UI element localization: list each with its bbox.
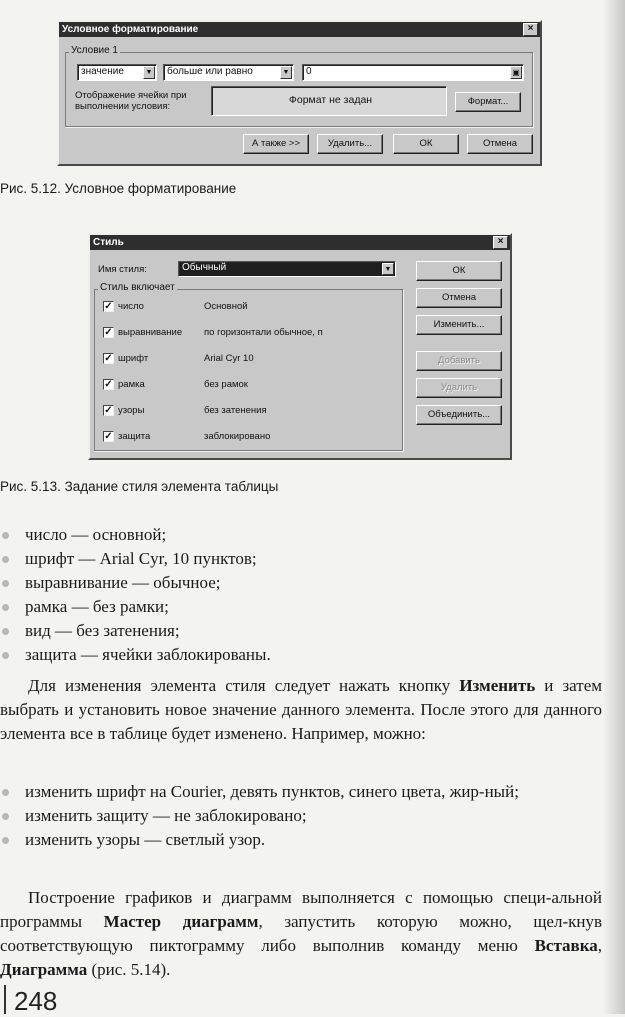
conditional-formatting-dialog <box>57 20 542 166</box>
checkbox-number[interactable]: ✓ <box>104 301 113 312</box>
dialog-title: Стиль <box>93 237 124 248</box>
option-value: без рамок <box>204 379 248 390</box>
chevron-down-icon[interactable]: ▼ <box>280 66 292 79</box>
list-item: изменить узоры — светлый узор. <box>0 828 602 852</box>
style-name-label: Имя стиля: <box>98 264 147 275</box>
bullet-icon <box>2 789 9 796</box>
cancel-button[interactable]: Отмена <box>467 134 533 154</box>
option-label: узоры <box>118 405 145 416</box>
option-label: шрифт <box>118 353 149 364</box>
option-value: по горизонтали обычное, п <box>204 327 323 338</box>
option-label: число <box>118 301 144 312</box>
format-preview: Формат не задан <box>211 86 447 116</box>
collapse-dialog-icon[interactable]: ▣ <box>510 66 522 79</box>
chevron-down-icon[interactable]: ▼ <box>143 66 155 79</box>
figure-caption-5-12: Рис. 5.12. Условное форматирование <box>0 181 237 196</box>
dialog-titlebar <box>59 22 540 37</box>
checkbox-alignment[interactable]: ✓ <box>104 327 113 338</box>
paragraph-chart-wizard: Построение графиков и диаграмм выполняется с помощью специ-альной программы Мастер диаграмм, запустить которую можно, щел-кнув соответствующую пиктограмму либо выполнив команду меню Вставка, Диаграмма (рис. 5.14). <box>0 888 603 979</box>
bold-term: Изменить <box>459 676 536 695</box>
checkbox-protection[interactable]: ✓ <box>104 431 113 442</box>
list-item: выравнивание — обычное; <box>0 571 271 595</box>
bold-term: Диаграмма <box>0 960 88 979</box>
cancel-button[interactable]: Отмена <box>416 288 502 308</box>
checkbox-font[interactable]: ✓ <box>104 353 113 364</box>
condition-group-label: Условие 1 <box>71 45 118 56</box>
dialog-titlebar <box>90 235 510 250</box>
style-includes-group <box>94 289 403 451</box>
option-label: рамка <box>118 379 145 390</box>
list-item: число — основной; <box>0 523 271 547</box>
list-item: изменить защиту — не заблокировано; <box>0 804 602 828</box>
page-edge-shadow <box>603 0 625 1014</box>
option-value: без затенения <box>204 405 267 416</box>
preview-label: Отображение ячейки при выполнении условия: <box>75 90 187 112</box>
option-value: Arial Cyr 10 <box>204 353 254 364</box>
option-label: выравнивание <box>118 327 183 338</box>
checkbox-patterns[interactable]: ✓ <box>104 405 113 416</box>
list-item: защита — ячейки заблокированы. <box>0 643 271 667</box>
ok-button[interactable]: ОК <box>416 261 502 281</box>
page-number: 248 <box>14 986 58 1016</box>
close-icon[interactable]: × <box>493 236 508 249</box>
checkbox-border[interactable]: ✓ <box>104 379 113 390</box>
delete-button[interactable]: Удалить... <box>317 134 383 154</box>
bold-term: Вставка <box>534 936 598 955</box>
option-value: заблокировано <box>204 431 271 442</box>
style-dialog <box>88 233 512 460</box>
bullet-icon <box>2 628 9 635</box>
page-number-rule <box>4 985 6 1014</box>
also-button[interactable]: А также >> <box>243 134 309 154</box>
add-button[interactable]: Добавить <box>416 351 502 371</box>
close-icon[interactable]: × <box>523 23 538 36</box>
modify-examples-list <box>0 780 602 852</box>
list-item: изменить шрифт на Courier, девять пунктов, синего цвета, жир-ный; <box>0 780 602 804</box>
bullet-icon <box>2 532 9 539</box>
dialog-title: Условное форматирование <box>62 24 199 35</box>
value-input[interactable]: 0 ▣ <box>302 64 524 81</box>
delete-button[interactable]: Удалить <box>416 378 502 398</box>
modify-button[interactable]: Изменить... <box>416 315 502 335</box>
figure-caption-5-13: Рис. 5.13. Задание стиля элемента таблицы <box>0 479 279 494</box>
style-name-dropdown[interactable]: Обычный ▼ <box>178 261 396 277</box>
bold-term: Мастер диаграмм <box>103 912 259 931</box>
bullet-icon <box>2 813 9 820</box>
option-value: Основной <box>204 301 248 312</box>
paragraph-modify-style: Для изменения элемента стиля следует нажать кнопку Изменить и затем выбрать и установить новое значение данного элемента. После этого для данного элемента все в таблице будет изменено. Например, можно: <box>0 676 602 743</box>
field-type-dropdown[interactable]: значение ▼ <box>77 64 157 81</box>
operator-dropdown[interactable]: больше или равно ▼ <box>163 64 294 81</box>
list-item: вид — без затенения; <box>0 619 271 643</box>
bullet-icon <box>2 652 9 659</box>
bullet-icon <box>2 580 9 587</box>
bullet-icon <box>2 604 9 611</box>
bullet-icon <box>2 556 9 563</box>
option-label: защита <box>118 431 151 442</box>
chevron-down-icon[interactable]: ▼ <box>382 263 394 275</box>
style-elements-list <box>0 523 271 667</box>
list-item: рамка — без рамки; <box>0 595 271 619</box>
merge-button[interactable]: Объединить... <box>416 405 502 425</box>
format-button[interactable]: Формат... <box>455 92 521 112</box>
ok-button[interactable]: ОК <box>393 134 459 154</box>
bullet-icon <box>2 837 9 844</box>
style-includes-label: Стиль включает <box>100 282 175 293</box>
list-item: шрифт — Arial Cyr, 10 пунктов; <box>0 547 271 571</box>
